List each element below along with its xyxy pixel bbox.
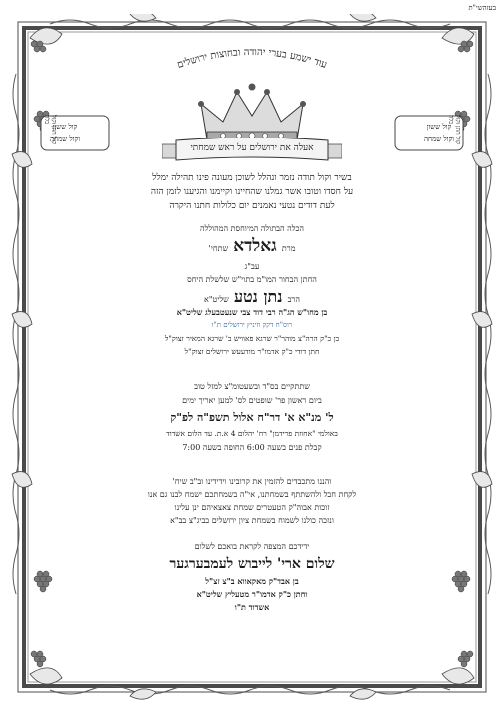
groom-suffix: שליט"א xyxy=(204,295,229,304)
groom-name-line xyxy=(0,287,504,307)
ribbon-text: אעלה את ירושלים על ראש שמחתי xyxy=(190,143,314,153)
right-box-side: קול חתן וקול כלה xyxy=(447,115,461,145)
event-date: ל' מנ"א א' דר"ח אלול תשפ"ה לפ"ק xyxy=(170,411,334,424)
invitation-line-3: זוכות אבוה"ק הטעטרים שמחת צאצאיהם ינן עלינו xyxy=(174,503,330,512)
signature-line2: וחתן כ"ק אדמו"ר מטעליץ שליט"א xyxy=(196,589,308,599)
invitation-line-4: ונזכה כולנו לשמוח בשמחת ציון ירושלים בביג"צ בב"א xyxy=(170,516,334,525)
svg-text:עוד ישמע בערי יהודה ובחוצות יר xyxy=(176,47,329,71)
opening-line-3: לעת דודים נטעי נאמנים יום כלולות חתנו היקרה xyxy=(169,201,335,211)
right-box-line2: וקול שמחה xyxy=(423,135,455,143)
groom-grand2: חתן דודי כ"ק אדמו"ר מודעעש ירושלים זצוק"ל xyxy=(184,347,320,356)
left-box-side: קול חתן וקול כלה xyxy=(43,115,57,145)
groom-father: בן מחו"ש הג"ה רבי דוד צבי שנעטבעלג שליט"א xyxy=(176,307,328,317)
right-side-box xyxy=(394,115,464,151)
groom-intro: החתן הבחור המו"מ בתוי"ש שלשלת היחס xyxy=(187,275,317,284)
groom-name: נתן נטע xyxy=(233,287,283,306)
signature-city: אשדוד ת"ו xyxy=(234,602,270,612)
opening-line-1: בשיר וקול תודה נזמר ונהלל לשוכן מעונה פינו תהילה ימלל xyxy=(152,173,352,183)
event-line1: שתתקיים בס"ד ובשעטומ"צ למזל טוב xyxy=(194,382,310,391)
signature-name: שלום ארי' לייבוש לעמבערגער xyxy=(169,556,335,572)
bride-suffix: שתחי' xyxy=(208,244,229,253)
bride-prefix: מרת xyxy=(281,244,296,253)
bride-name: גאלדא xyxy=(233,236,277,256)
groom-prefix: הרב xyxy=(287,295,300,304)
bride-name-line xyxy=(0,236,504,256)
signature-line1: בן אבד"ק מאקאווא ב"צ זצ"ל xyxy=(205,576,299,586)
invitation-line-2: לקחת חבל ולהשתתף בשמחתנו, אי"ה בשמחתכם ישמח לבנו גם אנו xyxy=(147,490,357,499)
event-venue: באולמי "אחוזת פרידמן" רח' יהלום 4 א.ת. עד הלום אשדוד xyxy=(166,429,338,438)
left-box-line1: קול ששון xyxy=(52,123,78,131)
groom-grand1: בן כ"ק הרה"צ מוהר"ר שרגא פאוויש ב' שרגא המאיר זצוק"ל xyxy=(164,334,340,343)
event-line2: ביום ראשון פר' שופטים לס' למען יאריך ימים xyxy=(182,396,322,405)
right-box-line1: קול ששון xyxy=(426,123,452,131)
left-side-box xyxy=(40,115,110,151)
opening-line-2: על חסדו וטובו אשר גמלנו שהחיינו וקיימנו והגיענו לזמן הזה xyxy=(150,187,354,197)
groom-town: רוס"ח דקק וזיניץ ירושלים ת"ו xyxy=(211,321,293,329)
groom-ayin: עב"ג xyxy=(244,262,260,271)
bride-intro: הכלה הבתולה המיוחסת המהוללה xyxy=(200,224,304,233)
invitation-line-1: והננו מתכבדים להזמין את קרובינו וידידינו וב"ב שיח' xyxy=(172,477,332,486)
left-box-line2: וקול שמחה xyxy=(49,135,81,143)
event-time: קבלת פנים בשעה 6:00 החופה בשעה 7:00 xyxy=(182,443,322,452)
signature-intro: ידידכם המצפה לקראת בואכם לשלום xyxy=(194,542,310,551)
arched-title-text: עוד ישמע בערי יהודה ובחוצות ירושלים xyxy=(175,46,329,72)
bsd-header: בעזהשי"ת xyxy=(468,4,496,12)
